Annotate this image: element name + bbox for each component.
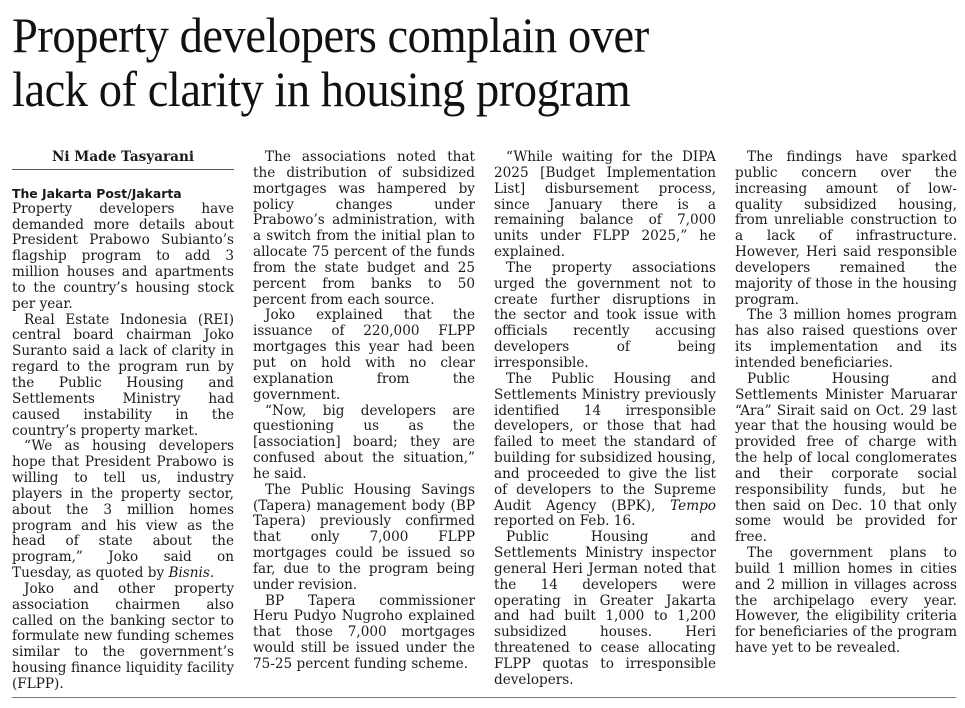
paragraph: Real Estate Indonesia (REI) central board chairman Joko Suranto said a lack of clarity in regard to the program run by the Public Housing and Settlements Ministry had caused instability in the country’s property market. [12,311,234,439]
bottom-rule [12,697,956,698]
paragraph: Public Housing and Settlements Ministry inspector general Heri Jerman noted that the 14 developers were operating in Greater Jakarta and had built 1,000 to 1,200 subsidized houses. Heri threatened to cease allocating FLPP quotas to irresponsible developers. [494,529,716,688]
paragraph: “Now, big developers are questioning us as the [association] board; they are confused about the situation,” he said. [253,402,475,482]
headline [12,8,891,116]
paragraph: Joko and other property association chairmen also called on the banking sector to formulate new funding schemes similar to the government’s housing finance liquidity facility (FLPP). [12,580,234,692]
article-column-3 [494,150,716,689]
article-column-4 [735,150,957,657]
paragraph: “We as housing developers hope that President Prabowo is willing to tell us, industry players in the property sector, about the 3 million homes program and his view as the head of state about the program,” Joko said on Tuesday, as quoted by Bisnis. [12,438,234,582]
headline-line-2: lack of clarity in housing program [12,61,631,117]
article-column-2 [253,150,475,673]
paragraph: The associations noted that the distribution of subsidized mortgages was hampered by policy changes under Prabowo’s administration, with a switch from the initial plan to allocate 75 percent of the funds from the state budget and 25 percent from banks to 50 percent from each source. [253,149,475,308]
paragraph: The government plans to build 1 million homes in cities and 2 million in villages across the archipelago every year. However, the eligibility criteria for beneficiaries of the program have yet to be revealed. [735,545,957,657]
paragraph: The property associations urged the government not to create further disruptions in the sector and took issue with officials recently accusing developers of being irresponsible. [494,259,716,371]
paragraph: BP Tapera commissioner Heru Pudyo Nugroho explained that those 7,000 mortgages would still be issued under the 75-25 percent funding scheme. [253,592,475,672]
paragraph: The 3 million homes program has also raised questions over its implementation and its intended beneficiaries. [735,307,957,371]
paragraph: Public Housing and Settlements Minister Maruarar “Ara” Sirait said on Oct. 29 last year that the housing would be provided free of charge with the help of local conglomerates and their corporate social responsibility funds, but he then said on Dec. 10 that only some would be provided for free. [735,370,957,546]
headline-line-1: Property developers complain over [12,7,649,63]
paragraph: “While waiting for the DIPA 2025 [Budget Implementation List] disbursement process, since January there is a remaining balance of 7,000 units under FLPP 2025,” he explained. [494,149,716,261]
byline: Ni Made Tasyarani [12,150,234,170]
article-column-1 [12,150,234,693]
paragraph: The Public Housing and Settlements Ministry previously identified 14 irresponsible developers, or those that had failed to meet the standard of building for subsidized housing, and proceeded to give the list of developers to the Supreme Audit Agency (BPK), Tempo reported on Feb. 16. [494,370,716,530]
paragraph: Property developers have demanded more details about President Prabowo Subianto’s flagship program to add 3 million houses and apartments to the country’s housing stock per year. [12,200,234,312]
paragraph: The Public Housing Savings (Tapera) management body (BP Tapera) previously confirmed that only 7,000 FLPP mortgages could be issued so far, due to the program being under revision. [253,481,475,593]
paragraph: The findings have sparked public concern over the increasing amount of low-quality subsidized housing, from unreliable construction to a lack of infrastructure. However, Heri said responsible developers remained the majority of those in the housing program. [735,149,957,308]
dateline: The Jakarta Post/Jakarta [12,185,182,201]
paragraph: Joko explained that the issuance of 220,000 FLPP mortgages this year had been put on hold with no clear explanation from the government. [253,307,475,403]
